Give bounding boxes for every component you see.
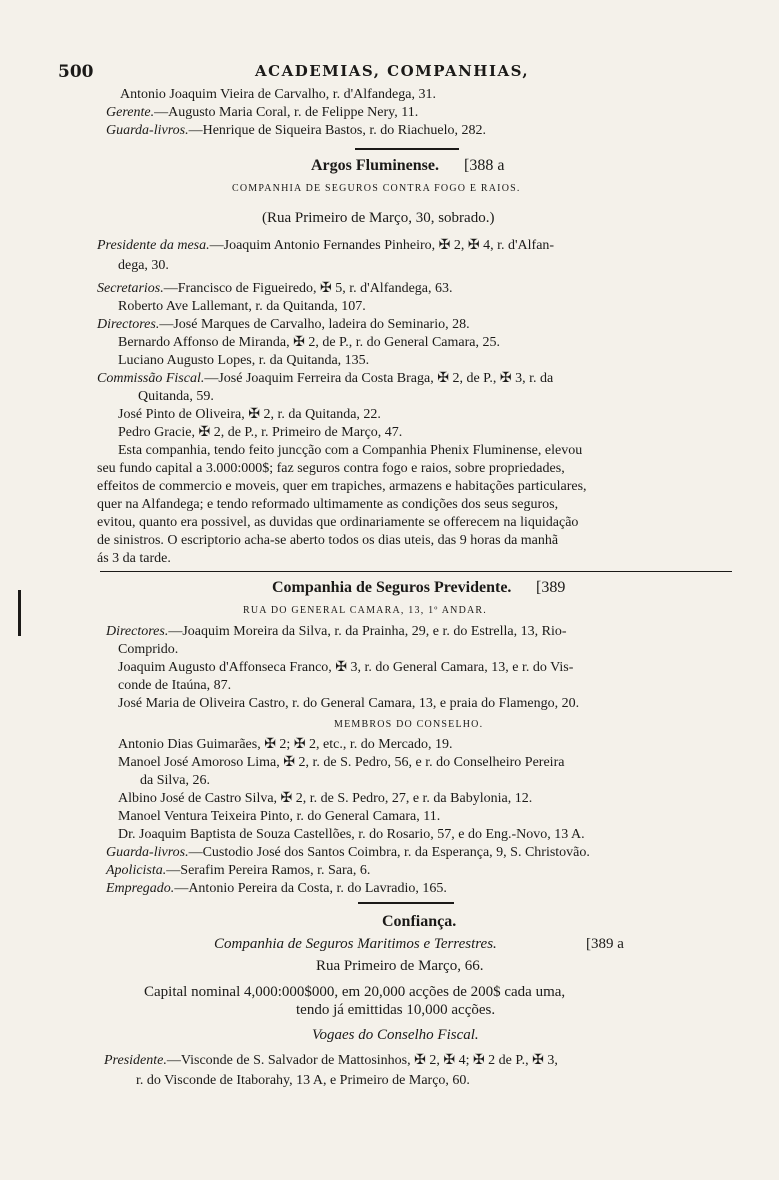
section-divider <box>355 148 459 150</box>
confianca-title: Confiança. <box>382 913 457 930</box>
empregado-entry <box>106 882 447 896</box>
secretario-2: Roberto Ave Lallemant, r. da Quitanda, 107. <box>118 299 366 314</box>
conselho-member: Manoel Ventura Teixeira Pinto, r. do General Camara, 11. <box>118 809 441 824</box>
conselho-member-cont: da Silva, 26. <box>140 773 210 788</box>
apolicista-entry <box>106 864 370 878</box>
directores-text: —José Marques de Carvalho, ladeira do Seminario, 28. <box>159 317 470 332</box>
argos-title: Argos Fluminense. <box>311 157 439 174</box>
capital-line: Capital nominal 4,000:000$000, em 20,000 acções de 200$ cada uma, <box>144 984 566 1000</box>
conselho-member: Antonio Dias Guimarães, ✠ 2; ✠ 2, etc., r. do Mercado, 19. <box>118 737 453 752</box>
secretarios-entry <box>97 282 453 296</box>
argos-presidente-entry <box>97 239 554 253</box>
argos-paragraph-line: evitou, quanto era possivel, as duvidas que ordinariamente se offerecem na liquidação <box>97 515 579 530</box>
previdente-guarda-entry <box>106 846 590 860</box>
directores-entry <box>97 318 470 332</box>
fiscal-2: José Pinto de Oliveira, ✠ 2, r. da Quitanda, 22. <box>118 407 381 422</box>
presidente-text: —Visconde de S. Salvador de Mattosinhos, ✠ 2, ✠ 4; ✠ 2 de P., ✠ 3, <box>166 1053 558 1068</box>
apolicista-text: —Serafim Pereira Ramos, r. Sara, 6. <box>166 863 371 878</box>
argos-paragraph-line: quer na Alfandega; e tendo reformado ultimamente as condições dos seus seguros, <box>97 497 559 512</box>
presidente-label: Presidente da mesa. <box>97 238 210 253</box>
capital-line-cont: tendo já emittidas 10,000 acções. <box>296 1002 496 1018</box>
director-2: Joaquim Augusto d'Affonseca Franco, ✠ 3, r. do General Camara, 13, e r. do Vis- <box>118 660 574 675</box>
confianca-subtitle: Companhia de Seguros Maritimos e Terrestres. <box>214 936 497 952</box>
guarda-livros-text: —Custodio José dos Santos Coimbra, r. da Esperança, 9, S. Christovão. <box>188 845 590 860</box>
presidente-label: Presidente. <box>104 1053 167 1068</box>
presidente-cont: dega, 30. <box>118 258 169 273</box>
gerente-entry <box>106 106 418 120</box>
commissao-cont: Quitanda, 59. <box>138 389 214 404</box>
conselho-header: MEMBROS DO CONSELHO. <box>334 719 484 730</box>
empregado-label: Empregado. <box>106 881 175 896</box>
argos-paragraph-line: ás 3 da tarde. <box>97 551 171 566</box>
page-header-title: ACADEMIAS, COMPANHIAS, <box>255 62 530 80</box>
director-2: Bernardo Affonso de Miranda, ✠ 2, de P., r. do General Camara, 25. <box>118 335 500 350</box>
presidente-cont: r. do Visconde de Itaborahy, 13 A, e Primeiro de Março, 60. <box>136 1073 470 1088</box>
conselho-member: Manoel José Amoroso Lima, ✠ 2, r. de S. Pedro, 56, e r. do Conselheiro Pereira <box>118 755 565 770</box>
argos-paragraph-line: de sinistros. O escriptorio acha-se aberto todos os dias uteis, das 9 horas da manhã <box>97 533 559 548</box>
previdente-ref: [389 <box>536 579 566 596</box>
gerente-text: —Augusto Maria Coral, r. de Felippe Nery, 11. <box>154 105 419 120</box>
section-divider <box>100 571 732 572</box>
previdente-title: Companhia de Seguros Previdente. <box>272 579 512 596</box>
commissao-entry <box>97 372 553 386</box>
argos-ref: [388 a <box>464 157 505 174</box>
director-3: José Maria de Oliveira Castro, r. do General Camara, 13, e praia do Flamengo, 20. <box>118 696 580 711</box>
conselho-member: Albino José de Castro Silva, ✠ 2, r. de S. Pedro, 27, e r. da Babylonia, 12. <box>118 791 533 806</box>
directores-text: —Joaquim Moreira da Silva, r. da Prainha, 29, e r. do Estrella, 13, Rio- <box>168 624 567 639</box>
secretarios-label: Secretarios. <box>97 281 164 296</box>
empregado-text: —Antonio Pereira da Costa, r. do Lavradio, 165. <box>174 881 447 896</box>
previdente-address: RUA DO GENERAL CAMARA, 13, 1º ANDAR. <box>243 605 487 616</box>
director-2-cont: conde de Itaúna, 87. <box>118 678 232 693</box>
section-divider <box>358 902 454 904</box>
guarda-livros-label: Guarda-livros. <box>106 845 189 860</box>
intro-line: Antonio Joaquim Vieira de Carvalho, r. d'Alfandega, 31. <box>120 87 436 102</box>
fiscal-3: Pedro Gracie, ✠ 2, de P., r. Primeiro de Março, 47. <box>118 425 403 440</box>
secretarios-text: —Francisco de Figueiredo, ✠ 5, r. d'Alfandega, 63. <box>163 281 453 296</box>
argos-paragraph-line: Esta companhia, tendo feito juncção com a Companhia Phenix Fluminense, elevou <box>118 443 583 458</box>
argos-address: (Rua Primeiro de Março, 30, sobrado.) <box>262 210 495 226</box>
argos-paragraph-line: effeitos de commercio e moveis, quer em trapiches, armazens e habitações particulares, <box>97 479 587 494</box>
gerente-label: Gerente. <box>106 105 155 120</box>
guarda-livros-text: —Henrique de Siqueira Bastos, r. do Riachuelo, 282. <box>188 123 487 138</box>
directores-cont: Comprido. <box>118 642 179 657</box>
guarda-livros-entry <box>106 124 486 138</box>
confianca-address: Rua Primeiro de Março, 66. <box>316 958 484 974</box>
directores-label: Directores. <box>106 624 169 639</box>
directores-label: Directores. <box>97 317 160 332</box>
guarda-livros-label: Guarda-livros. <box>106 123 189 138</box>
page-number: 500 <box>58 62 94 82</box>
commissao-label: Commissão Fiscal. <box>97 371 205 386</box>
confianca-presidente-entry <box>104 1054 558 1068</box>
conselho-member: Dr. Joaquim Baptista de Souza Castellões, r. do Rosario, 57, e do Eng.-Novo, 13 A. <box>118 827 585 842</box>
vogaes-header: Vogaes do Conselho Fiscal. <box>312 1027 479 1043</box>
argos-paragraph-line: seu fundo capital a 3.000:000$; faz seguros contra fogo e raios, sobre propriedades, <box>97 461 565 476</box>
margin-mark <box>18 590 21 636</box>
director-3: Luciano Augusto Lopes, r. da Quitanda, 135. <box>118 353 370 368</box>
apolicista-label: Apolicista. <box>106 863 167 878</box>
presidente-text: —Joaquim Antonio Fernandes Pinheiro, ✠ 2, ✠ 4, r. d'Alfan- <box>209 238 555 253</box>
previdente-directores-entry <box>106 625 567 639</box>
commissao-text: —José Joaquim Ferreira da Costa Braga, ✠ 2, de P., ✠ 3, r. da <box>204 371 554 386</box>
confianca-ref: [389 a <box>586 936 624 952</box>
argos-subtitle: COMPANHIA DE SEGUROS CONTRA FOGO E RAIOS. <box>232 183 521 194</box>
